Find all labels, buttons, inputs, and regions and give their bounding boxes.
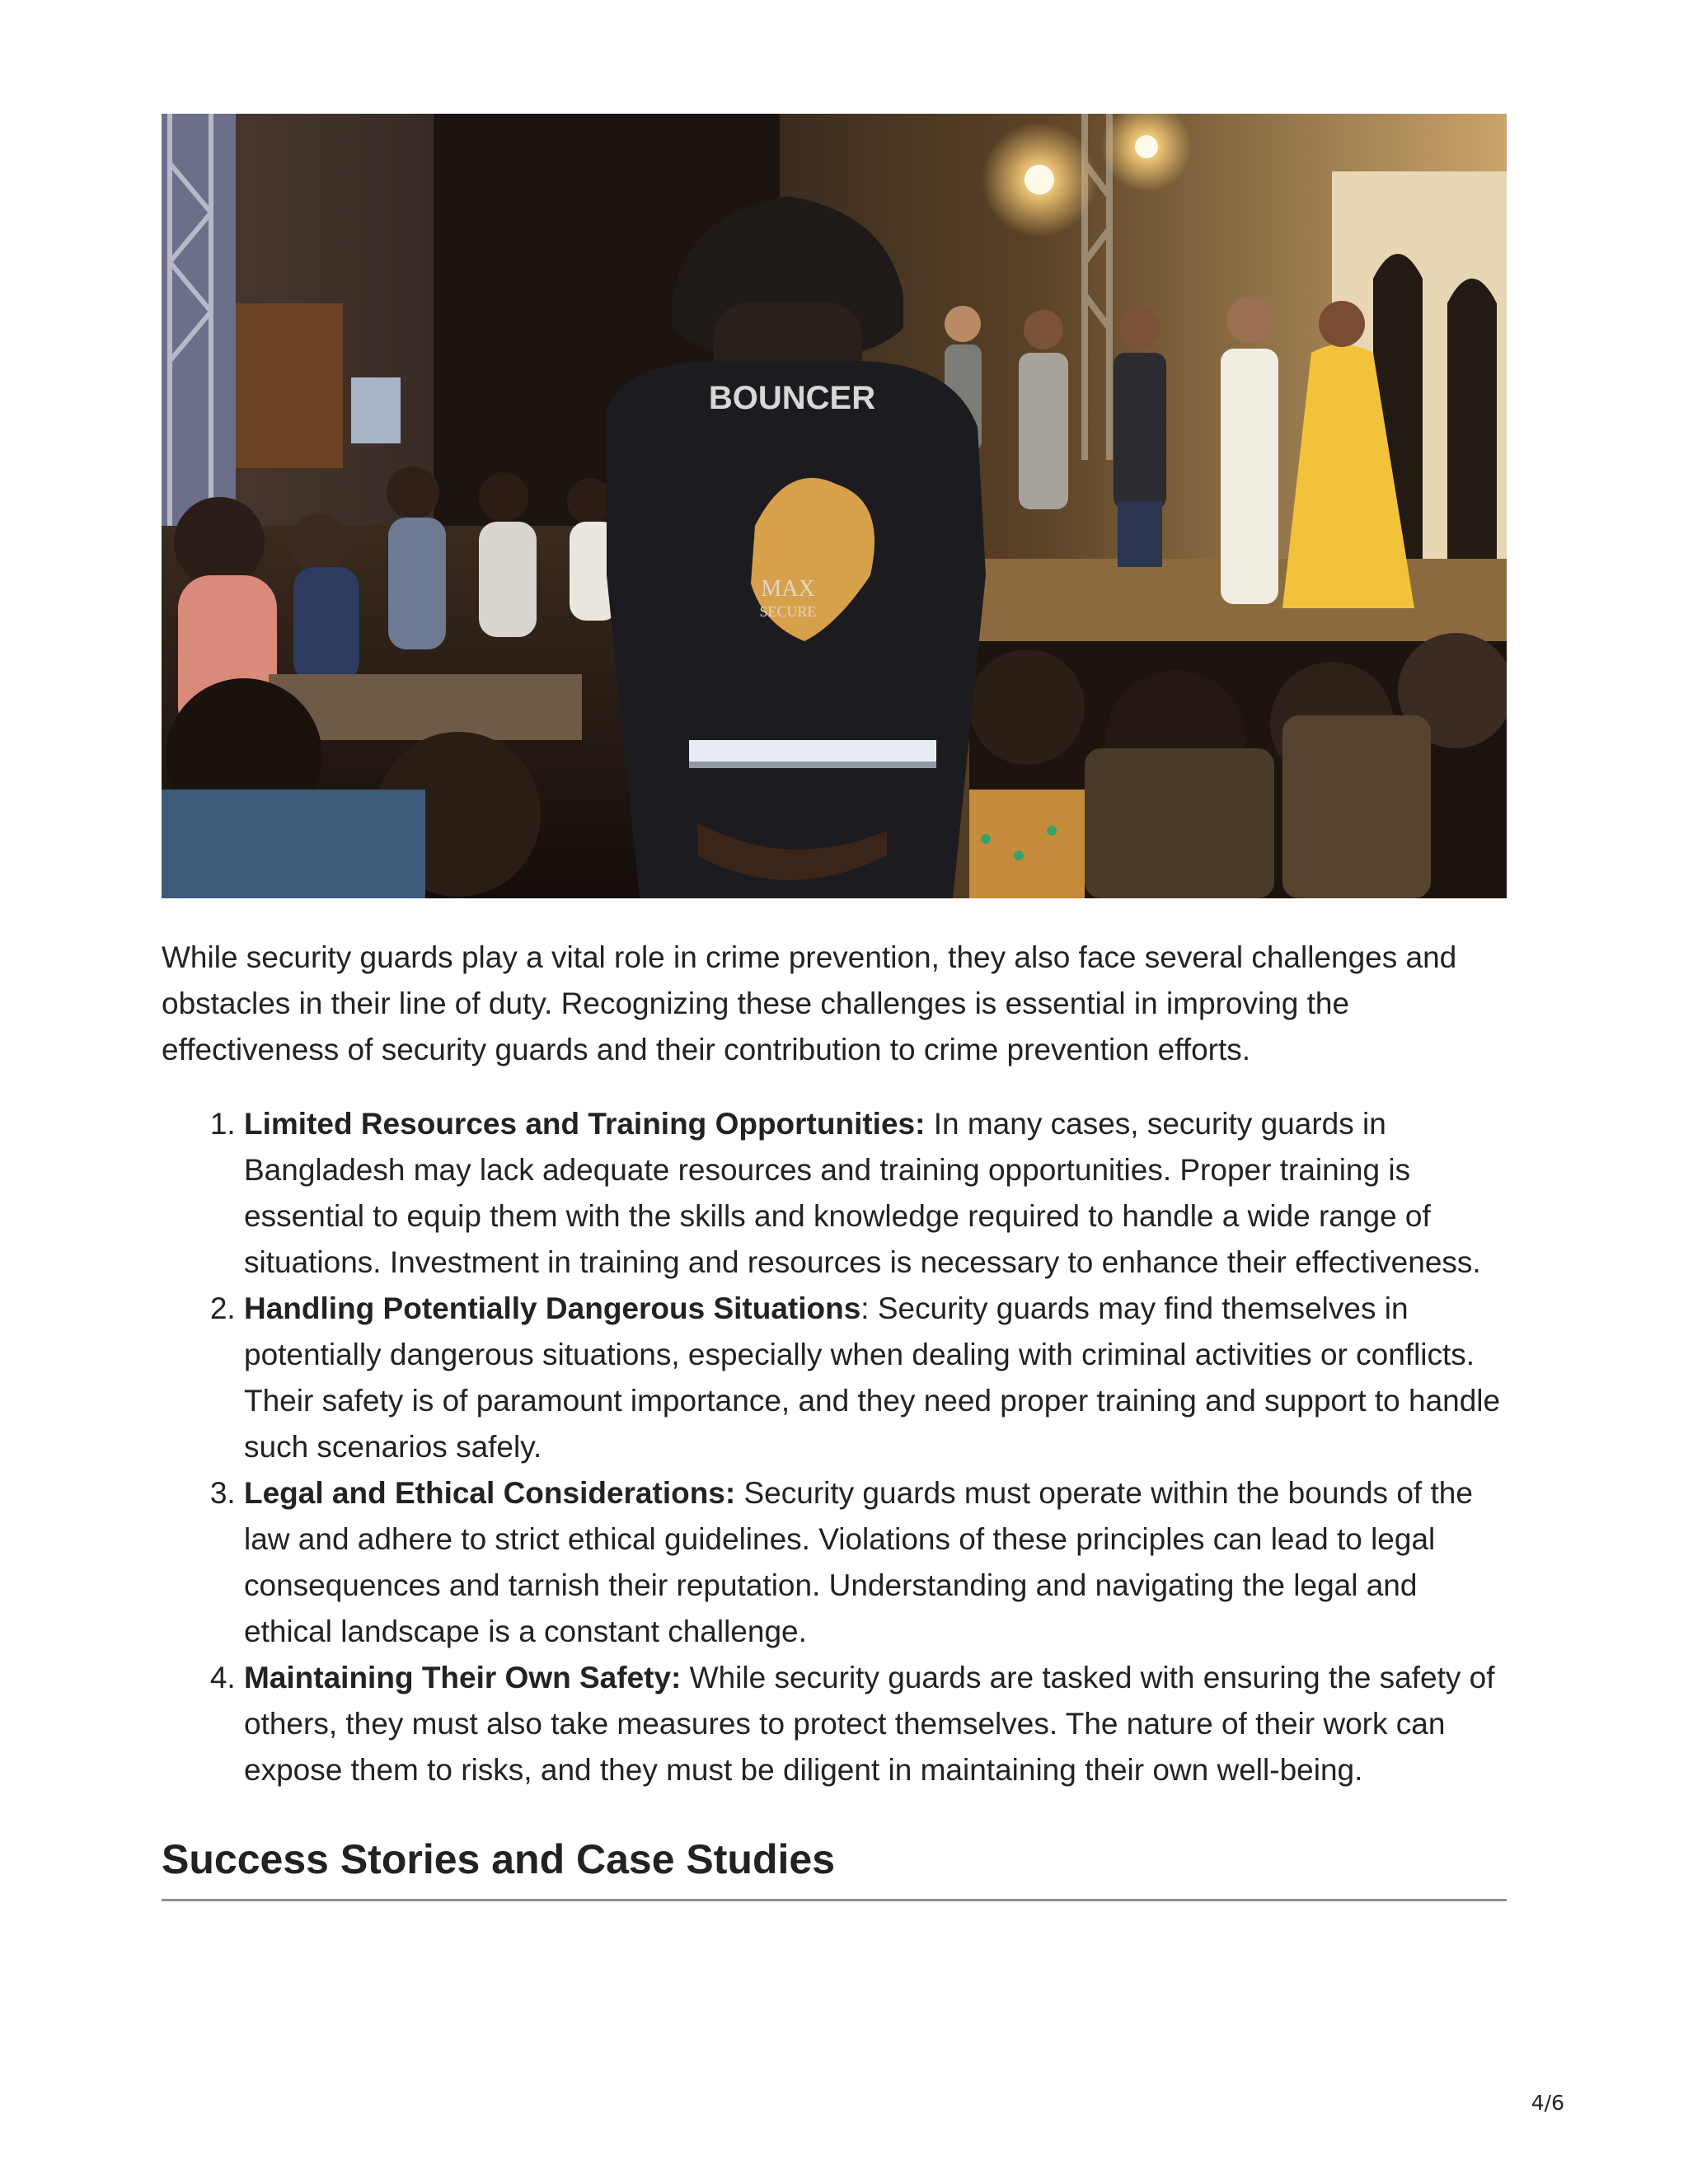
article-content	[162, 114, 1507, 1901]
list-item	[244, 1101, 1507, 1286]
list-item-text: : Security guards may find themselves in potentially dangerous situations, especially when dealing with criminal activities or conflicts. Their safety is of paramount importance, and they need proper training and support to handle such scenarios safely.	[244, 1291, 1501, 1464]
list-item-text: Security guards must operate within the bounds of the law and adhere to strict ethical guidelines. Violations of these principles can lead to legal consequences and tarnish their reputation. Understanding and navigating the legal and ethical landscape is a constant challenge.	[244, 1476, 1473, 1648]
list-item-title: Maintaining Their Own Safety:	[244, 1661, 682, 1694]
list-item	[244, 1470, 1507, 1655]
list-item	[244, 1286, 1507, 1470]
vest-text: BOUNCER	[708, 380, 876, 416]
challenges-list	[162, 1101, 1507, 1793]
event-security-photo	[162, 114, 1507, 898]
vest-logo-text-2: SECURE	[759, 603, 817, 620]
intro-paragraph: While security guards play a vital role in crime prevention, they also face several challenges and obstacles in their line of duty. Recognizing these challenges is essential in improving the effectiveness of security guards and their contribution to crime prevention efforts.	[162, 940, 1457, 1066]
list-item-text: In many cases, security guards in Bangladesh may lack adequate resources and training opportunities. Proper training is essential to equip them with the skills and knowledge required to handle a wide range of situations. Investment in training and resources is necessary to enhance their effectiveness.	[244, 1107, 1481, 1279]
list-item-title: Handling Potentially Dangerous Situations	[244, 1291, 861, 1325]
list-item-title: Limited Resources and Training Opportunities:	[244, 1107, 926, 1141]
list-item-title: Legal and Ethical Considerations:	[244, 1476, 736, 1510]
vest-logo-text-1: MAX	[761, 576, 815, 602]
page-number: 4/6	[1531, 2091, 1564, 2115]
list-item-text: While security guards are tasked with ensuring the safety of others, they must also take measures to protect themselves. The nature of their work can expose them to risks, and they must be diligent in maintaining their own well-being.	[244, 1661, 1495, 1787]
section-heading: Success Stories and Case Studies	[162, 1833, 1507, 1901]
list-item	[244, 1655, 1507, 1793]
